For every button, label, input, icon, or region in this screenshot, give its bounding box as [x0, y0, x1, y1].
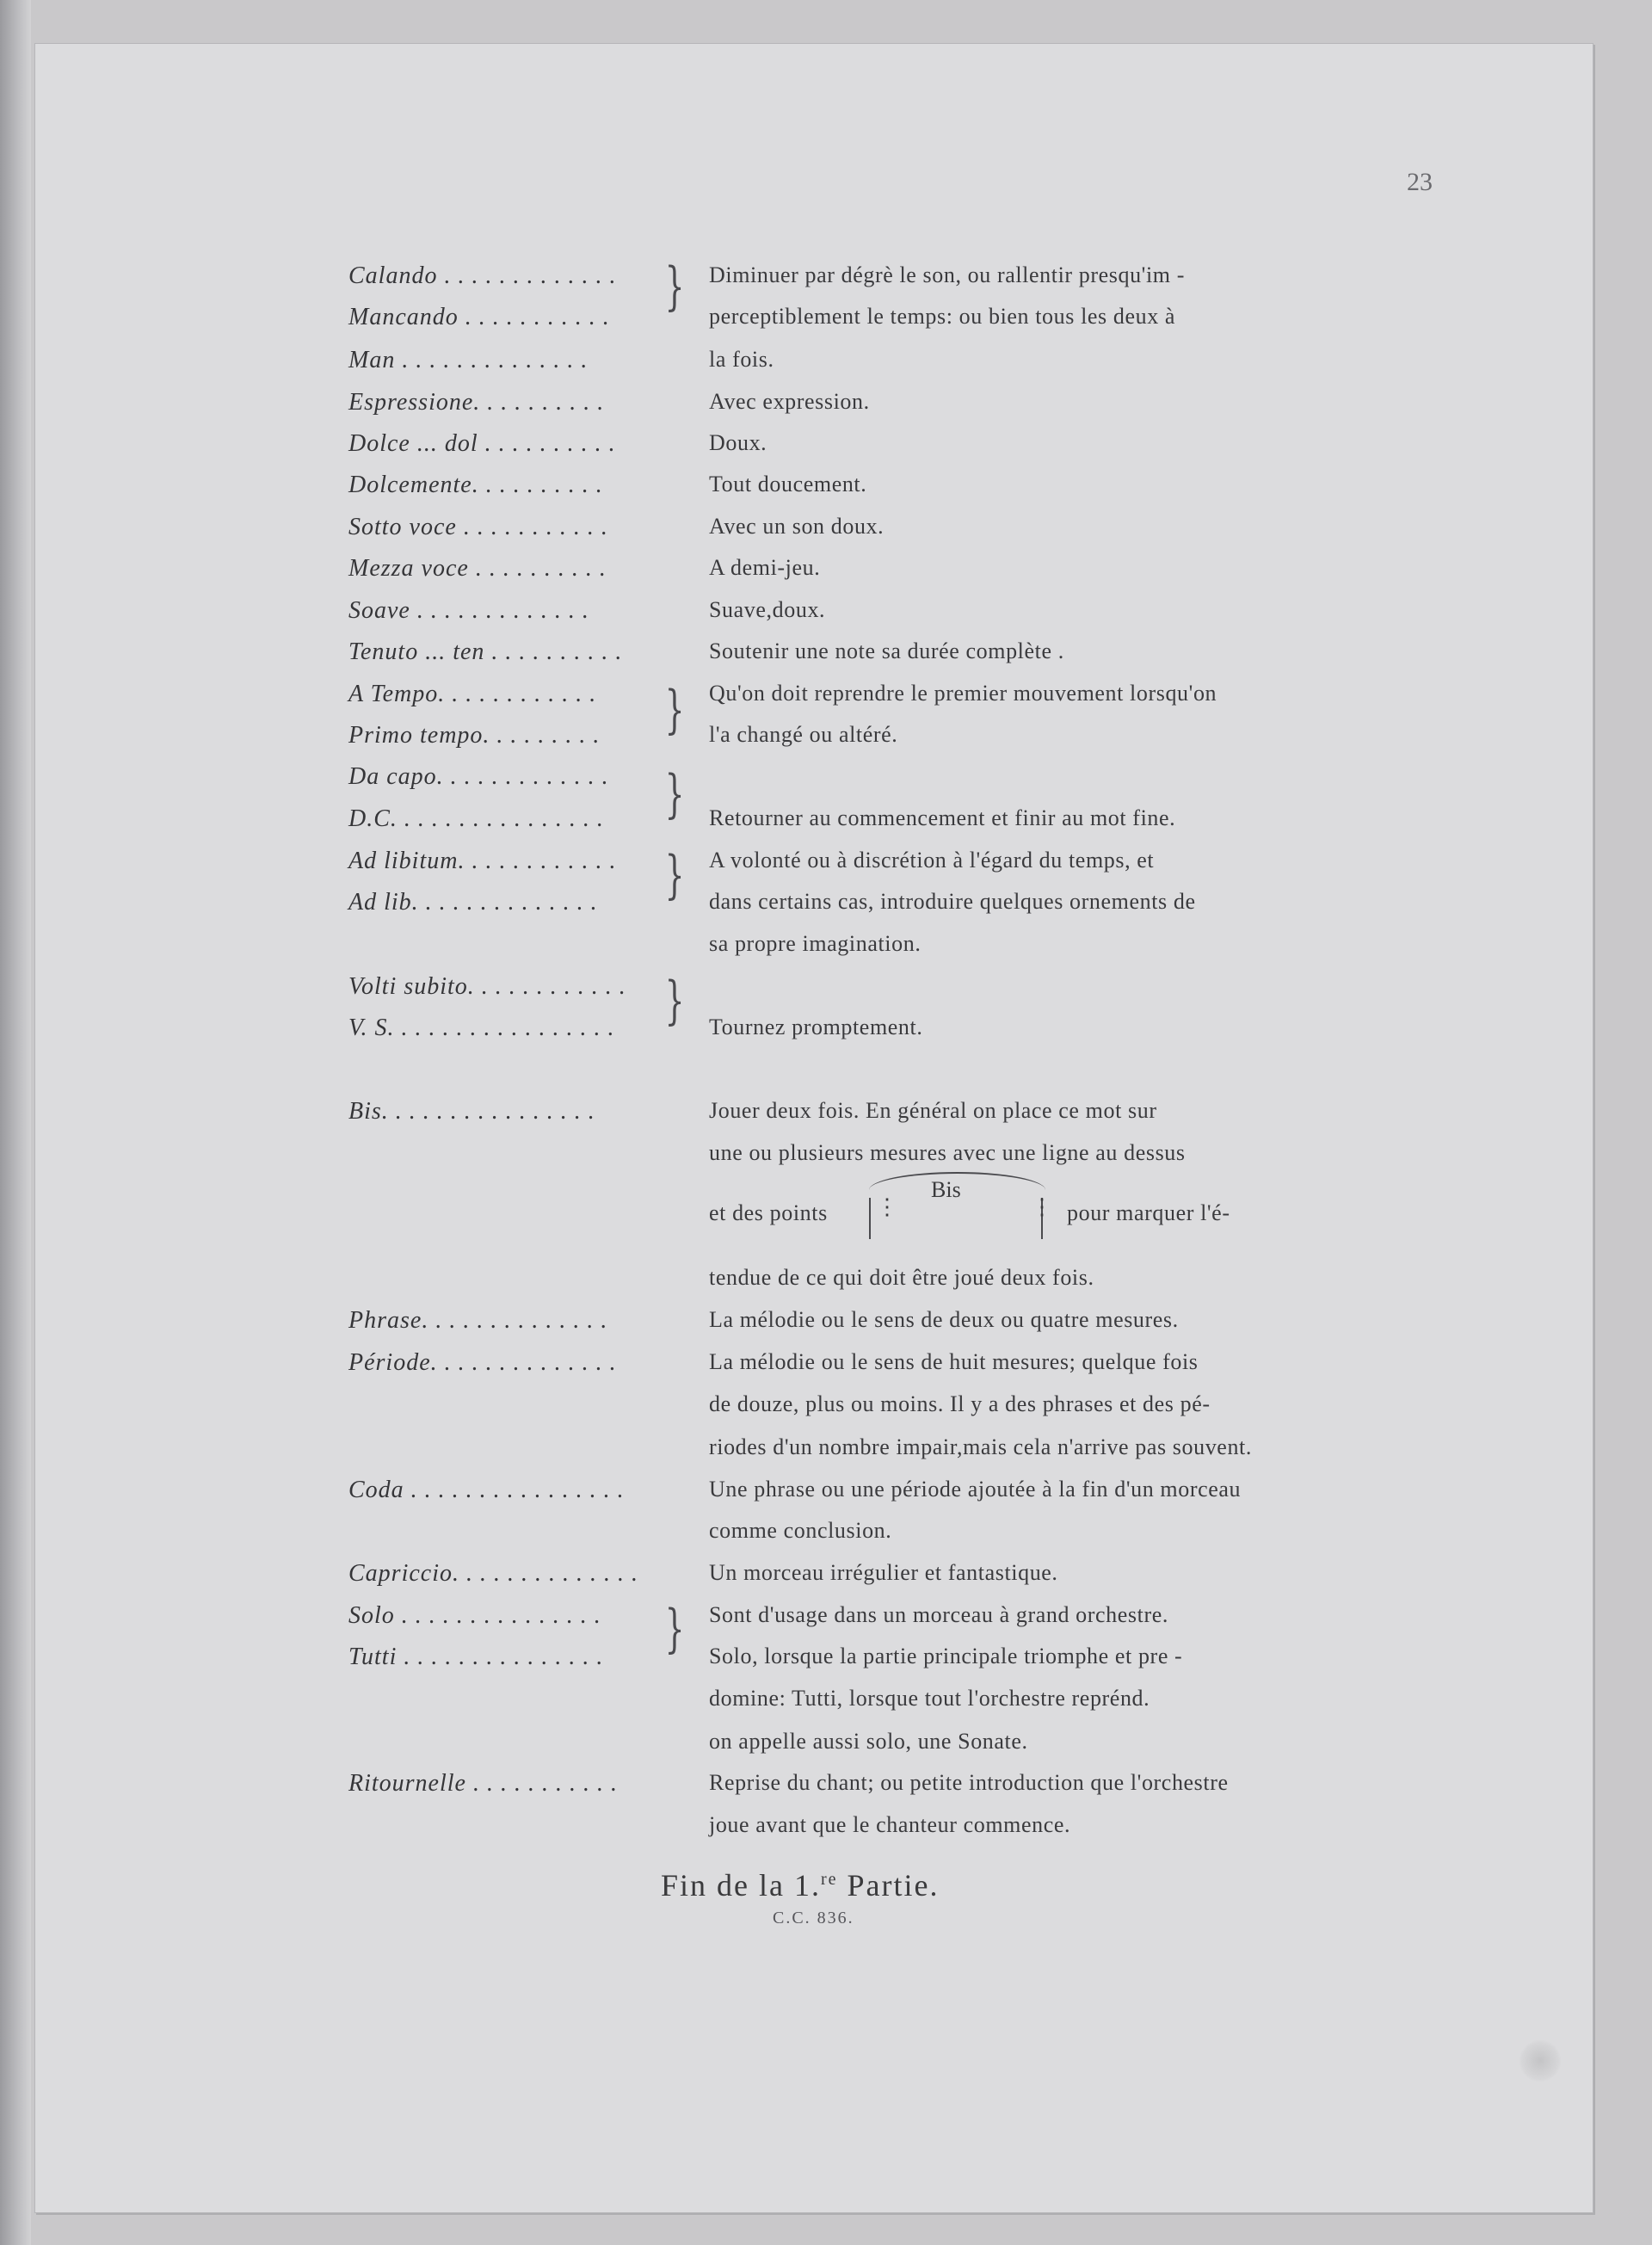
term-definition: Soutenir une note sa durée complète .	[709, 638, 1064, 663]
term-definition: la fois.	[709, 347, 774, 372]
term-label: Mancando . . . . . . . . . . .	[348, 304, 610, 330]
term-definition: La mélodie ou le sens de huit mesures; quelque fois	[709, 1349, 1199, 1374]
term-definition: Sont d'usage dans un morceau à grand orchestre.	[709, 1602, 1168, 1627]
term-definition: Jouer deux fois. En général on place ce mot sur	[709, 1098, 1157, 1123]
term-label: Ad lib. . . . . . . . . . . . . .	[348, 889, 598, 916]
term-definition: Tout doucement.	[709, 472, 867, 496]
term-label: Ad libitum. . . . . . . . . . . .	[348, 848, 617, 874]
brace-ad-libitum: }	[664, 845, 685, 905]
term-definition: l'a changé ou altéré.	[709, 722, 898, 747]
term-definition: on appelle aussi solo, une Sonate.	[709, 1729, 1028, 1754]
term-label: Dolcemente. . . . . . . . . .	[348, 472, 603, 498]
term-definition: joue avant que le chanteur commence.	[709, 1812, 1071, 1837]
term-definition: domine: Tutti, lorsque tout l'orchestre reprénd.	[709, 1686, 1150, 1711]
footer-title: Fin de la 1.$^{re}$ Partie.	[661, 1868, 940, 1903]
term-definition: Une phrase ou une période ajoutée à la fin d'un morceau	[709, 1477, 1242, 1502]
term-label: Soave . . . . . . . . . . . . .	[348, 597, 589, 624]
footer-catalog-code: C.C. 836.	[773, 1909, 854, 1927]
term-definition: Avec expression.	[709, 389, 870, 414]
term-label: Tutti . . . . . . . . . . . . . . .	[348, 1644, 604, 1670]
term-definition: une ou plusieurs mesures avec une ligne au dessus	[709, 1140, 1186, 1165]
page-number: 23	[1407, 168, 1433, 196]
term-definition: de douze, plus ou moins. Il y a des phrases et des pé-	[709, 1391, 1211, 1416]
term-definition: dans certains cas, introduire quelques ornements de	[709, 889, 1196, 914]
term-label: Espressione. . . . . . . . . .	[348, 389, 605, 416]
brace-a-tempo: }	[664, 680, 685, 740]
term-label: Man . . . . . . . . . . . . . .	[348, 347, 589, 373]
bis-after-text: pour marquer l'é-	[1067, 1200, 1230, 1225]
term-definition: Reprise du chant; ou petite introduction que l'orchestre	[709, 1770, 1229, 1795]
left-binding-strip	[0, 0, 31, 2245]
term-definition: Diminuer par dégrè le son, ou rallentir presqu'im -	[709, 262, 1185, 287]
term-definition: La mélodie ou le sens de deux ou quatre mesures.	[709, 1307, 1179, 1332]
term-definition: Solo, lorsque la partie principale triomphe et pre -	[709, 1644, 1183, 1668]
term-definition: Tournez promptement.	[709, 1015, 923, 1039]
term-label: Sotto voce . . . . . . . . . . .	[348, 514, 608, 540]
brace-solo-tutti: }	[664, 1599, 685, 1659]
bis-label: Bis	[931, 1177, 961, 1202]
term-definition: Retourner au commencement et finir au mot fine.	[709, 805, 1176, 830]
brace-volti-subito: }	[664, 971, 685, 1031]
term-label: Ritournelle . . . . . . . . . . .	[348, 1770, 618, 1797]
term-label: Tenuto ... ten . . . . . . . . . .	[348, 638, 623, 665]
term-definition: tendue de ce qui doit être joué deux fois.	[709, 1265, 1094, 1290]
term-label: D.C. . . . . . . . . . . . . . . .	[348, 805, 604, 832]
term-label: Calando . . . . . . . . . . . . .	[348, 262, 617, 289]
term-definition: riodes d'un nombre impair,mais cela n'arrive pas souvent.	[709, 1434, 1252, 1459]
term-definition: Un morceau irrégulier et fantastique.	[709, 1560, 1058, 1585]
term-label: Solo . . . . . . . . . . . . . . .	[348, 1602, 601, 1629]
term-definition: et des points	[709, 1200, 828, 1225]
brace-calando: }	[664, 256, 685, 317]
term-label: Coda . . . . . . . . . . . . . . . .	[348, 1477, 625, 1503]
term-definition: perceptiblement le temps: ou bien tous les deux à	[709, 304, 1176, 329]
term-label: Capriccio. . . . . . . . . . . . . .	[348, 1560, 638, 1587]
term-definition: Qu'on doit reprendre le premier mouvement lorsqu'on	[709, 681, 1217, 706]
paper-stain	[1519, 2039, 1562, 2082]
term-definition: comme conclusion.	[709, 1518, 892, 1543]
term-label: Bis. . . . . . . . . . . . . . . .	[348, 1098, 595, 1125]
term-definition: A demi-jeu.	[709, 555, 821, 580]
term-label: Primo tempo. . . . . . . . .	[348, 722, 601, 749]
term-label: Volti subito. . . . . . . . . . . .	[348, 973, 626, 1000]
term-definition: Suave,doux.	[709, 597, 826, 622]
term-label: Mezza voce . . . . . . . . . .	[348, 555, 607, 582]
term-definition: A volonté ou à discrétion à l'égard du temps, et	[709, 848, 1155, 873]
term-definition: Doux.	[709, 430, 767, 455]
bis-notation-example	[869, 1172, 1045, 1241]
term-definition: Avec un son doux.	[709, 514, 885, 539]
term-label: Dolce ... dol . . . . . . . . . .	[348, 430, 616, 457]
term-definition: sa propre imagination.	[709, 931, 922, 956]
repeat-dots-right	[1041, 1198, 1046, 1239]
term-label: A Tempo. . . . . . . . . . . .	[348, 681, 597, 707]
term-label: Da capo. . . . . . . . . . . . .	[348, 763, 609, 790]
brace-da-capo: }	[664, 764, 685, 824]
term-label: Période. . . . . . . . . . . . . .	[348, 1349, 617, 1376]
repeat-dots-left	[869, 1198, 874, 1239]
term-label: Phrase. . . . . . . . . . . . . .	[348, 1307, 608, 1334]
term-label: V. S. . . . . . . . . . . . . . . . .	[348, 1015, 615, 1041]
